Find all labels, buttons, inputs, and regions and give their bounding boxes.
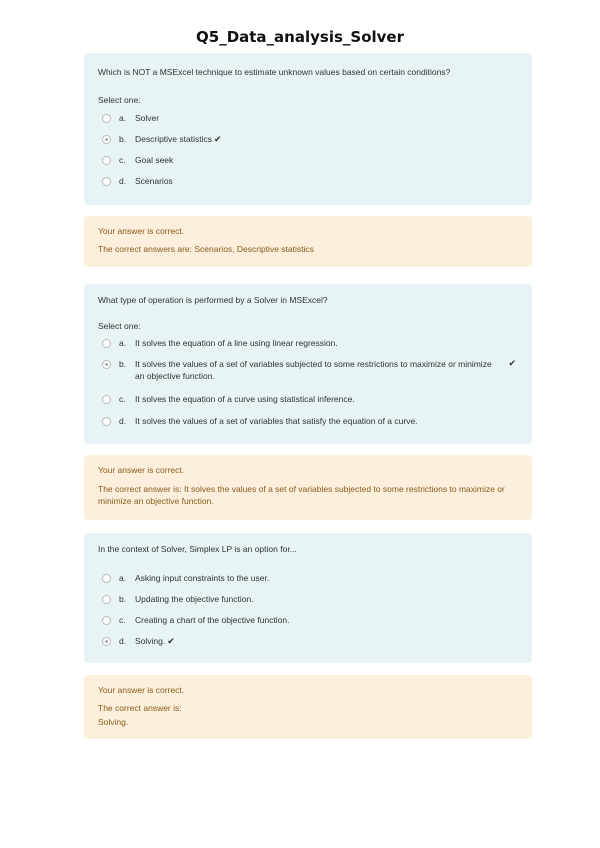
- question-3-text: In the context of Solver, Simplex LP is an option for...: [98, 544, 297, 554]
- feedback-answer-label: The correct answer is:: [98, 703, 182, 713]
- radio-icon[interactable]: [102, 616, 111, 625]
- option-3a[interactable]: [102, 572, 502, 584]
- page-title: Q5_Data_analysis_Solver: [196, 28, 404, 46]
- check-icon: ✔: [214, 134, 222, 144]
- option-1b[interactable]: [102, 133, 502, 145]
- radio-icon[interactable]: [102, 177, 111, 186]
- feedback-1-box: [84, 216, 532, 267]
- option-3d[interactable]: [102, 635, 502, 647]
- radio-icon[interactable]: [102, 395, 111, 404]
- radio-icon[interactable]: [102, 637, 111, 646]
- select-one-label: Select one:: [98, 95, 141, 105]
- radio-icon[interactable]: [102, 156, 111, 165]
- radio-icon[interactable]: [102, 574, 111, 583]
- radio-icon[interactable]: [102, 595, 111, 604]
- feedback-status: Your answer is correct.: [98, 226, 185, 236]
- option-text: Updating the objective function.: [135, 594, 254, 604]
- option-letter: c.: [119, 155, 126, 165]
- option-text: Solver: [135, 113, 160, 123]
- option-letter: b.: [119, 594, 127, 604]
- option-letter: d.: [119, 636, 127, 646]
- radio-icon[interactable]: [102, 339, 111, 348]
- option-label: Solving.: [135, 636, 166, 646]
- option-text: It solves the values of a set of variables subjected to some restrictions to maximize or minimize an objective function.: [135, 359, 492, 381]
- feedback-status: Your answer is correct.: [98, 465, 185, 475]
- option-letter: d.: [119, 416, 127, 426]
- feedback-answer: The correct answer is: It solves the values of a set of variables subjected to some restrictions to maximize or minimize an objective function.: [98, 484, 505, 506]
- radio-icon[interactable]: [102, 417, 111, 426]
- radio-icon[interactable]: [102, 135, 111, 144]
- option-label: Descriptive statistics: [135, 134, 212, 144]
- option-2c[interactable]: [102, 393, 502, 405]
- option-text: Creating a chart of the objective function.: [135, 615, 290, 625]
- option-2b[interactable]: [102, 358, 502, 382]
- option-letter: d.: [119, 176, 127, 186]
- option-text: It solves the equation of a line using linear regression.: [135, 338, 338, 348]
- option-text: Scenarios: [135, 176, 173, 186]
- option-letter: a.: [119, 113, 127, 123]
- question-2-text: What type of operation is performed by a Solver in MSExcel?: [98, 295, 328, 305]
- option-text: Goal seek: [135, 155, 174, 165]
- select-one-label: Select one:: [98, 321, 141, 331]
- option-letter: c.: [119, 615, 126, 625]
- option-text: It solves the values of a set of variables that satisfy the equation of a curve.: [135, 416, 418, 426]
- feedback-2-box: [84, 455, 532, 520]
- feedback-answer: The correct answers are: Scenarios, Descriptive statistics: [98, 244, 314, 254]
- feedback-status: Your answer is correct.: [98, 685, 185, 695]
- radio-icon[interactable]: [102, 360, 111, 369]
- option-3b[interactable]: [102, 593, 502, 605]
- feedback-3-box: [84, 675, 532, 739]
- option-2d[interactable]: [102, 415, 502, 427]
- question-1-text: Which is NOT a MSExcel technique to estimate unknown values based on certain conditions?: [98, 67, 451, 77]
- option-1a[interactable]: [102, 112, 502, 124]
- feedback-answer: Solving.: [98, 717, 129, 727]
- option-1c[interactable]: [102, 154, 502, 166]
- option-2a[interactable]: [102, 337, 502, 349]
- option-1d[interactable]: [102, 175, 502, 187]
- option-letter: b.: [119, 359, 127, 369]
- radio-icon[interactable]: [102, 114, 111, 123]
- check-icon: ✔: [167, 636, 175, 646]
- option-text: [135, 133, 502, 145]
- option-text: [135, 635, 502, 647]
- option-text: Asking input constraints to the user.: [135, 573, 270, 583]
- option-3c[interactable]: [102, 614, 502, 626]
- option-letter: a.: [119, 338, 127, 348]
- question-2-box: [84, 284, 532, 444]
- option-letter: c.: [119, 394, 126, 404]
- check-icon: ✔: [508, 358, 516, 368]
- option-letter: b.: [119, 134, 127, 144]
- option-letter: a.: [119, 573, 127, 583]
- option-text: It solves the equation of a curve using statistical inference.: [135, 394, 355, 404]
- question-1-box: [84, 53, 532, 205]
- question-3-box: [84, 533, 532, 663]
